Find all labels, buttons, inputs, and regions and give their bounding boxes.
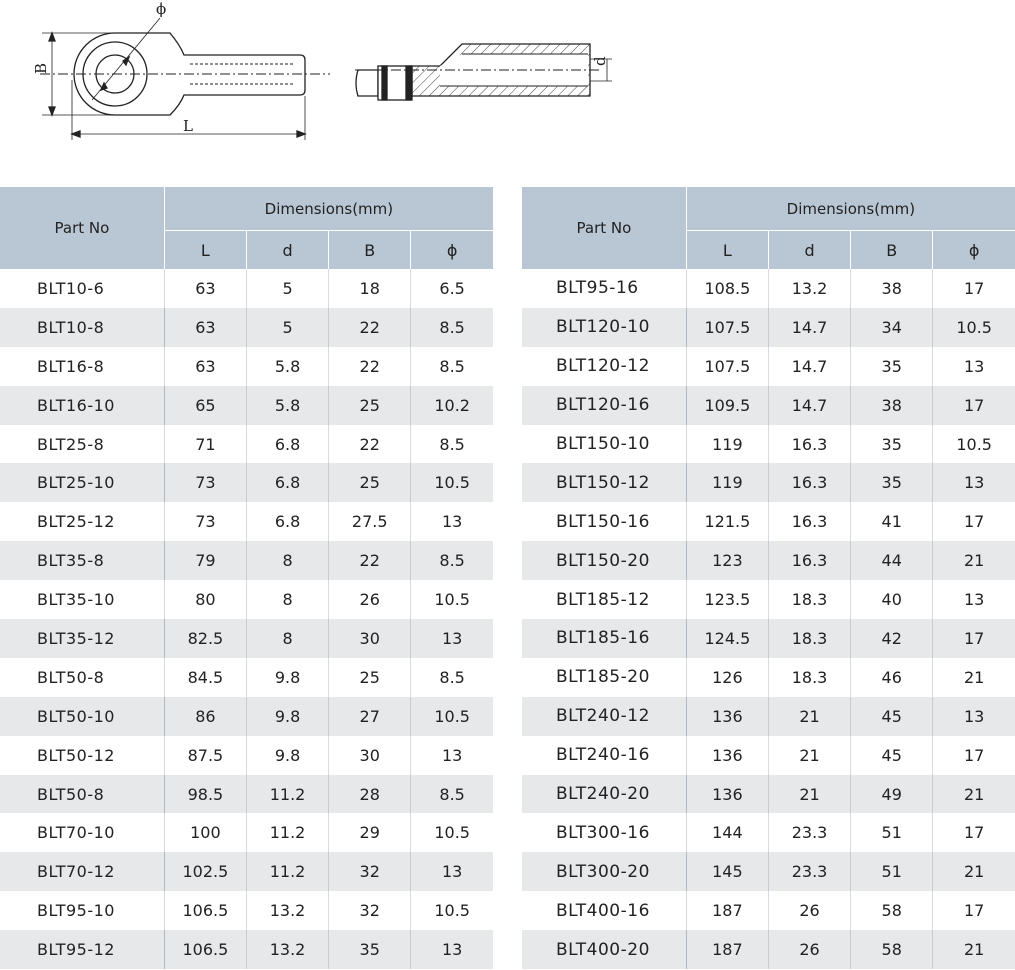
d-cell: 6.8: [246, 425, 328, 464]
d-cell: 14.7: [768, 308, 850, 347]
l-cell: 102.5: [164, 852, 246, 891]
table-row: [522, 386, 1015, 425]
table-row: [522, 736, 1015, 775]
l-cell: 86: [164, 697, 246, 736]
d-cell: 18.3: [768, 658, 850, 697]
d-cell: 21: [768, 775, 850, 814]
d-cell: 21: [768, 697, 850, 736]
part-no-cell: BLT185-12: [556, 589, 650, 610]
part-no-cell: BLT120-12: [556, 356, 650, 377]
table-row: [0, 386, 493, 425]
d-cell: 18.3: [768, 580, 850, 619]
b-cell: 18: [329, 269, 411, 308]
b-label: B: [32, 62, 50, 74]
d-label: d: [591, 56, 609, 66]
part-no-cell: BLT50-8: [0, 775, 164, 814]
table-row: [0, 502, 493, 541]
lug-drawing: [0, 0, 1015, 170]
part-no-cell: BLT400-20: [522, 930, 686, 969]
d-cell: 5.8: [246, 386, 328, 425]
b-cell: 22: [329, 308, 411, 347]
l-cell: 107.5: [686, 347, 768, 386]
b-cell: 49: [851, 775, 933, 814]
b-cell: 46: [851, 658, 933, 697]
l-cell: 82.5: [164, 619, 246, 658]
d-cell: 9.8: [246, 736, 328, 775]
b-cell: 40: [851, 580, 933, 619]
d-cell: 5: [246, 269, 328, 308]
l-cell: 136: [686, 775, 768, 814]
b-cell: 51: [851, 813, 933, 852]
spec-table-left: [0, 187, 493, 969]
d-cell: 11.2: [246, 852, 328, 891]
table-body: [522, 269, 1015, 969]
d-cell: 6.8: [246, 463, 328, 502]
b-cell: 34: [851, 308, 933, 347]
l-cell: 73: [164, 463, 246, 502]
d-cell: 6.8: [246, 502, 328, 541]
phi-cell: 8.5: [411, 541, 493, 580]
phi-cell: 10.5: [411, 813, 493, 852]
l-cell: 79: [164, 541, 246, 580]
table-row: [0, 463, 493, 502]
l-cell: 106.5: [164, 891, 246, 930]
table-row: [522, 580, 1015, 619]
phi-cell: 10.5: [411, 580, 493, 619]
d-cell: 13.2: [768, 269, 850, 308]
part-no-cell: BLT70-12: [0, 852, 164, 891]
phi-cell: 13: [411, 930, 493, 969]
phi-cell: 17: [933, 269, 1015, 308]
phi-cell: 8.5: [411, 347, 493, 386]
phi-cell: 17: [933, 386, 1015, 425]
part-no-cell: BLT25-10: [0, 463, 164, 502]
table-row: [0, 697, 493, 736]
b-cell: 30: [329, 736, 411, 775]
part-no-cell: BLT35-10: [37, 590, 115, 610]
b-cell: 32: [329, 891, 411, 930]
b-cell: 22: [329, 347, 411, 386]
phi-cell: 6.5: [411, 269, 493, 308]
l-cell: 73: [164, 502, 246, 541]
phi-cell: 8.5: [411, 425, 493, 464]
b-cell: 45: [851, 736, 933, 775]
l-cell: 80: [164, 580, 246, 619]
l-label: L: [183, 117, 193, 135]
l-cell: 119: [686, 425, 768, 464]
table-row: [522, 775, 1015, 814]
phi-cell: 10.5: [411, 697, 493, 736]
col-phi-header: ϕ: [933, 231, 1015, 270]
col-d-header: d: [768, 231, 850, 270]
l-cell: 65: [164, 386, 246, 425]
phi-cell: 21: [933, 852, 1015, 891]
d-cell: 14.7: [768, 386, 850, 425]
l-cell: 84.5: [164, 658, 246, 697]
b-cell: 22: [329, 541, 411, 580]
table-row: [0, 930, 493, 969]
part-no-cell: BLT185-20: [556, 667, 650, 688]
part-no-header: Part No: [0, 187, 164, 269]
table-row: [522, 502, 1015, 541]
phi-cell: 17: [933, 891, 1015, 930]
part-no-cell: BLT95-12: [0, 930, 164, 969]
d-cell: 9.8: [246, 658, 328, 697]
table-row: [0, 658, 493, 697]
table-row: [0, 269, 493, 308]
part-no-cell: BLT300-20: [522, 852, 686, 891]
b-cell: 44: [851, 541, 933, 580]
part-no-cell: BLT150-10: [556, 434, 650, 454]
spec-table-right: [522, 187, 1015, 969]
part-no-cell: BLT35-12: [0, 619, 164, 658]
phi-cell: 13: [411, 736, 493, 775]
l-cell: 107.5: [686, 308, 768, 347]
b-cell: 35: [851, 425, 933, 464]
l-cell: 71: [164, 425, 246, 464]
l-cell: 123: [686, 541, 768, 580]
part-no-cell: BLT120-10: [522, 308, 686, 347]
phi-cell: 10.5: [933, 308, 1015, 347]
l-cell: 63: [164, 347, 246, 386]
part-no-cell: BLT25-8: [37, 434, 105, 454]
part-no-cell: BLT150-12: [522, 463, 686, 502]
d-cell: 9.8: [246, 697, 328, 736]
l-cell: 109.5: [686, 386, 768, 425]
phi-cell: 17: [933, 502, 1015, 541]
part-no-cell: BLT95-16: [556, 278, 639, 299]
part-no-cell: BLT50-12: [37, 745, 115, 765]
l-cell: 144: [686, 813, 768, 852]
part-no-cell: BLT16-10: [0, 386, 164, 425]
d-cell: 13.2: [246, 891, 328, 930]
d-cell: 8: [246, 619, 328, 658]
phi-cell: 13: [411, 852, 493, 891]
part-no-cell: BLT95-10: [37, 901, 115, 921]
l-cell: 187: [686, 891, 768, 930]
col-phi-header: ϕ: [411, 231, 493, 270]
phi-cell: 10.2: [411, 386, 493, 425]
phi-cell: 13: [411, 502, 493, 541]
l-cell: 126: [686, 658, 768, 697]
phi-cell: 13: [933, 580, 1015, 619]
b-cell: 32: [329, 852, 411, 891]
b-cell: 27.5: [329, 502, 411, 541]
l-cell: 63: [164, 308, 246, 347]
phi-cell: 10.5: [411, 463, 493, 502]
d-cell: 14.7: [768, 347, 850, 386]
part-no-cell: BLT300-16: [556, 822, 650, 843]
l-cell: 98.5: [164, 775, 246, 814]
b-cell: 27: [329, 697, 411, 736]
part-no-header: Part No: [522, 187, 686, 269]
table-row: [522, 813, 1015, 852]
phi-cell: 21: [933, 541, 1015, 580]
part-no-cell: BLT50-10: [0, 697, 164, 736]
table-row: [522, 658, 1015, 697]
part-no-cell: BLT16-8: [37, 356, 105, 376]
table-row: [0, 580, 493, 619]
col-l-header: L: [686, 231, 768, 270]
b-cell: 22: [329, 425, 411, 464]
b-cell: 38: [851, 386, 933, 425]
col-l-header: L: [164, 231, 246, 270]
part-no-cell: BLT10-6: [37, 278, 105, 298]
b-cell: 58: [851, 930, 933, 969]
d-cell: 5.8: [246, 347, 328, 386]
table-row: [522, 463, 1015, 502]
d-cell: 11.2: [246, 775, 328, 814]
phi-cell: 17: [933, 813, 1015, 852]
b-cell: 26: [329, 580, 411, 619]
b-cell: 29: [329, 813, 411, 852]
l-cell: 124.5: [686, 619, 768, 658]
dimensions-header: Dimensions(mm): [686, 187, 1015, 231]
l-cell: 121.5: [686, 502, 768, 541]
table-row: [522, 425, 1015, 464]
phi-cell: 8.5: [411, 775, 493, 814]
b-cell: 42: [851, 619, 933, 658]
l-cell: 136: [686, 736, 768, 775]
table-row: [0, 347, 493, 386]
part-no-cell: BLT240-20: [522, 775, 686, 814]
part-no-cell: BLT185-16: [522, 619, 686, 658]
phi-cell: 13: [933, 463, 1015, 502]
b-cell: 45: [851, 697, 933, 736]
col-d-header: d: [246, 231, 328, 270]
b-cell: 58: [851, 891, 933, 930]
l-cell: 106.5: [164, 930, 246, 969]
table-row: [522, 930, 1015, 969]
part-no-cell: BLT50-8: [37, 667, 105, 687]
phi-cell: 13: [933, 697, 1015, 736]
table-row: [0, 891, 493, 930]
part-no-cell: BLT240-12: [522, 697, 686, 736]
d-cell: 8: [246, 541, 328, 580]
part-no-cell: BLT400-16: [556, 900, 650, 921]
b-cell: 25: [329, 386, 411, 425]
col-b-header: B: [329, 231, 411, 270]
part-no-cell: BLT35-8: [0, 541, 164, 580]
l-cell: 187: [686, 930, 768, 969]
phi-cell: 13: [933, 347, 1015, 386]
part-no-cell: BLT150-16: [556, 511, 650, 532]
d-cell: 11.2: [246, 813, 328, 852]
l-cell: 87.5: [164, 736, 246, 775]
d-cell: 21: [768, 736, 850, 775]
table-row: [0, 425, 493, 464]
b-cell: 35: [851, 347, 933, 386]
table-body: [0, 269, 493, 969]
d-cell: 23.3: [768, 813, 850, 852]
phi-cell: 8.5: [411, 308, 493, 347]
phi-cell: 21: [933, 775, 1015, 814]
l-cell: 100: [164, 813, 246, 852]
table-row: [0, 619, 493, 658]
b-cell: 25: [329, 658, 411, 697]
d-cell: 13.2: [246, 930, 328, 969]
phi-cell: 10.5: [411, 891, 493, 930]
dimensions-header: Dimensions(mm): [164, 187, 493, 231]
table-row: [522, 269, 1015, 308]
table-row: [522, 308, 1015, 347]
b-cell: 51: [851, 852, 933, 891]
phi-label: ϕ: [156, 0, 167, 18]
table-row: [0, 852, 493, 891]
table-row: [522, 347, 1015, 386]
part-no-cell: BLT10-8: [0, 308, 164, 347]
part-no-cell: BLT70-10: [37, 823, 115, 843]
b-cell: 30: [329, 619, 411, 658]
table-row: [0, 541, 493, 580]
col-b-header: B: [851, 231, 933, 270]
table-row: [522, 697, 1015, 736]
phi-cell: 8.5: [411, 658, 493, 697]
table-row: [522, 891, 1015, 930]
table-row: [0, 813, 493, 852]
phi-cell: 21: [933, 930, 1015, 969]
l-cell: 136: [686, 697, 768, 736]
b-cell: 35: [329, 930, 411, 969]
d-cell: 18.3: [768, 619, 850, 658]
d-cell: 8: [246, 580, 328, 619]
phi-cell: 10.5: [933, 425, 1015, 464]
b-cell: 35: [851, 463, 933, 502]
d-cell: 5: [246, 308, 328, 347]
d-cell: 26: [768, 891, 850, 930]
l-cell: 63: [164, 269, 246, 308]
l-cell: 108.5: [686, 269, 768, 308]
table-row: [0, 775, 493, 814]
table-row: [0, 308, 493, 347]
part-no-cell: BLT25-12: [37, 512, 115, 532]
b-cell: 38: [851, 269, 933, 308]
d-cell: 26: [768, 930, 850, 969]
part-no-cell: BLT240-16: [556, 745, 650, 766]
lug-side-view: [355, 44, 612, 100]
d-cell: 23.3: [768, 852, 850, 891]
table-row: [522, 541, 1015, 580]
phi-cell: 17: [933, 736, 1015, 775]
d-cell: 16.3: [768, 425, 850, 464]
table-row: [522, 852, 1015, 891]
part-no-cell: BLT150-20: [522, 541, 686, 580]
l-cell: 123.5: [686, 580, 768, 619]
part-no-cell: BLT120-16: [522, 386, 686, 425]
phi-cell: 17: [933, 619, 1015, 658]
phi-cell: 21: [933, 658, 1015, 697]
d-cell: 16.3: [768, 541, 850, 580]
l-cell: 119: [686, 463, 768, 502]
b-cell: 28: [329, 775, 411, 814]
d-cell: 16.3: [768, 502, 850, 541]
b-cell: 41: [851, 502, 933, 541]
l-cell: 145: [686, 852, 768, 891]
d-cell: 16.3: [768, 463, 850, 502]
table-row: [522, 619, 1015, 658]
table-row: [0, 736, 493, 775]
phi-cell: 13: [411, 619, 493, 658]
b-cell: 25: [329, 463, 411, 502]
